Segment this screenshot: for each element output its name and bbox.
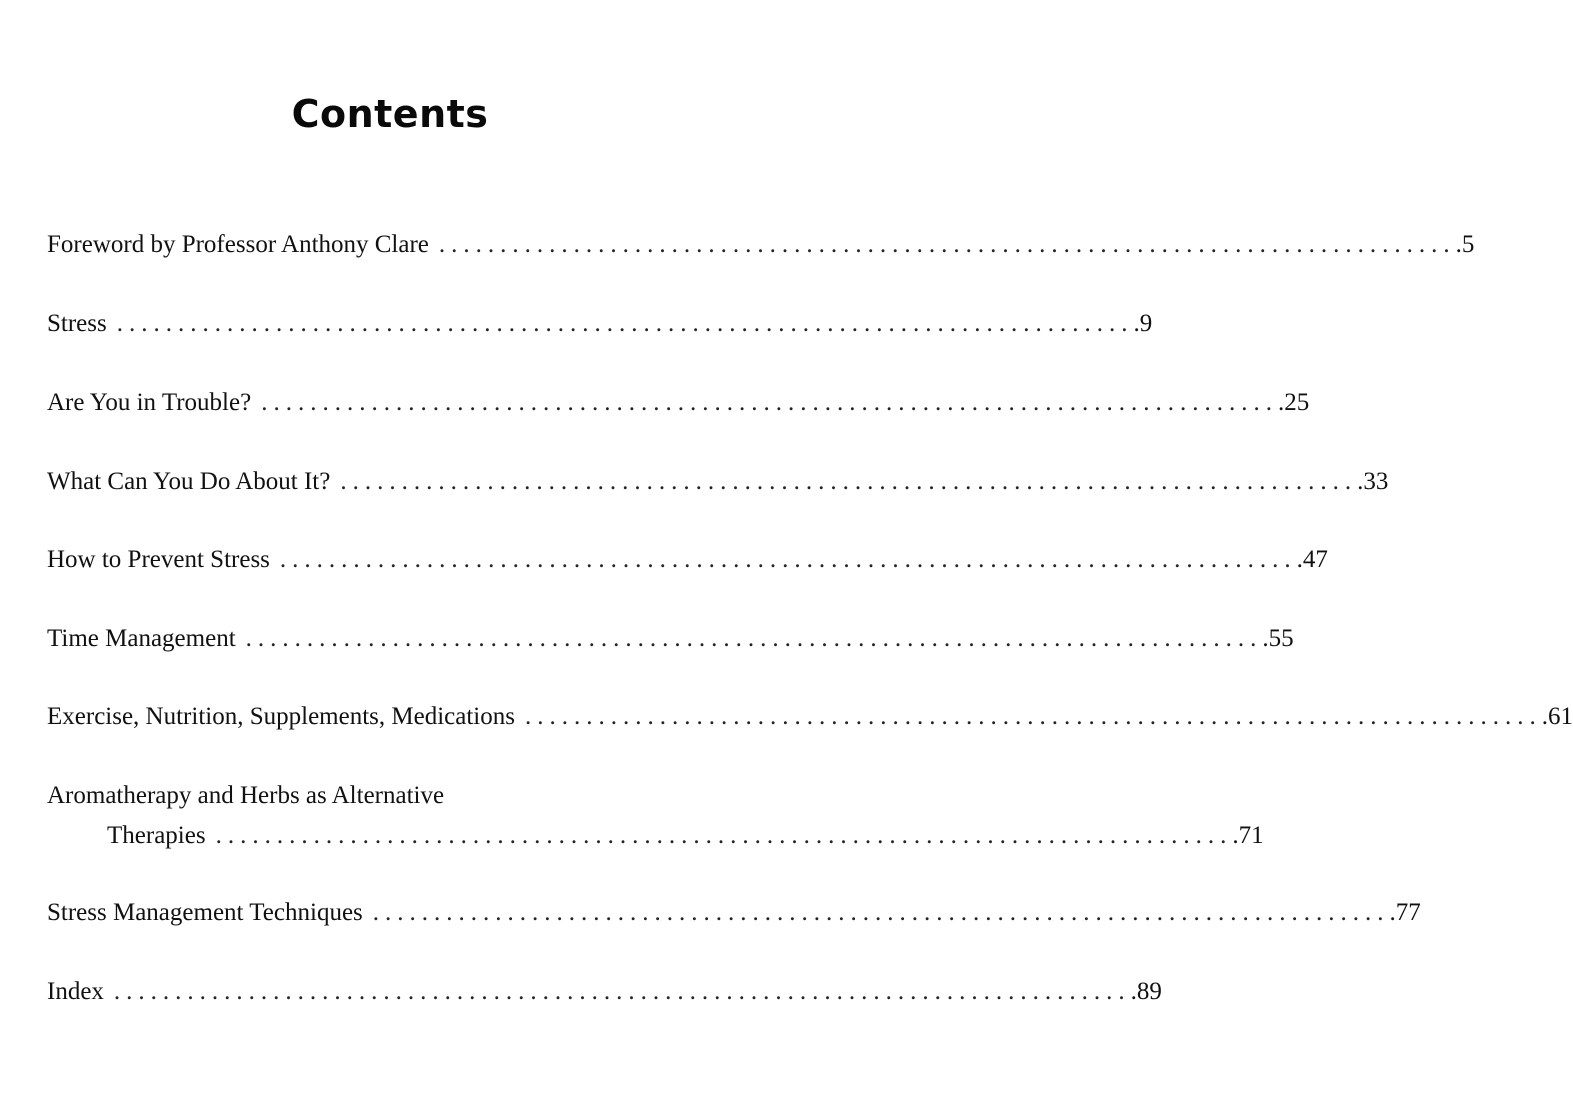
toc-entry-prevent-stress[interactable] — [47, 540, 1328, 580]
toc-entry-title: Exercise, Nutrition, Supplements, Medications — [47, 703, 515, 730]
dot-leader: ................................................................................... — [279, 546, 1297, 573]
toc-entry-time-management[interactable] — [47, 619, 1294, 659]
toc-entry-title: How to Prevent Stress — [47, 546, 270, 573]
toc-entry-page: .77 — [1389, 899, 1421, 926]
dot-leader: ................................................................................... — [340, 468, 1358, 495]
toc-entry-page: .89 — [1130, 978, 1162, 1005]
toc-entry-stress-management-techniques[interactable] — [47, 893, 1421, 933]
toc-entry-title-line1: Aromatherapy and Herbs as Alternative — [47, 782, 445, 809]
toc-entry-exercise-nutrition[interactable] — [47, 697, 1573, 737]
toc-entry-title: Foreword by Professor Anthony Clare — [47, 231, 429, 258]
toc-entry-page: .55 — [1262, 625, 1294, 652]
toc-entry-title: Stress — [47, 310, 107, 337]
toc-entry-are-you-in-trouble[interactable] — [47, 383, 1310, 423]
dot-leader: ................................................................................... — [438, 231, 1456, 258]
toc-entry-page: .47 — [1296, 546, 1328, 573]
dot-leader: ................................................................................... — [245, 625, 1263, 652]
toc-entry-title: Stress Management Techniques — [47, 899, 363, 926]
toc-entry-title-line2: Therapies — [107, 822, 206, 849]
toc-entry-aromatherapy[interactable] — [47, 776, 1264, 856]
toc-entry-title: What Can You Do About It? — [47, 468, 331, 495]
toc-entry-what-can-you-do[interactable] — [47, 462, 1389, 502]
dot-leader: ................................................................................... — [113, 978, 1131, 1005]
dot-leader: ................................................................................... — [524, 703, 1542, 730]
page-title: Contents — [291, 92, 489, 136]
toc-entry-page: .33 — [1357, 468, 1389, 495]
toc-entry-title: Time Management — [47, 625, 236, 652]
toc-entry-page: .5 — [1455, 231, 1475, 258]
toc-entry-title: Are You in Trouble? — [47, 389, 252, 416]
dot-leader: ................................................................................... — [215, 822, 1233, 849]
dot-leader: ................................................................................... — [116, 310, 1134, 337]
toc-entry-stress[interactable] — [47, 304, 1153, 344]
toc-entry-page: .25 — [1277, 389, 1310, 416]
toc-entry-page: .61 — [1541, 703, 1573, 730]
toc-entry-title: Index — [47, 978, 104, 1005]
toc-entry-index[interactable] — [47, 972, 1162, 1012]
dot-leader: ................................................................................... — [261, 389, 1278, 416]
toc-entry-page: .9 — [1133, 310, 1153, 337]
dot-leader: ................................................................................... — [372, 899, 1390, 926]
toc-entry-foreword[interactable] — [47, 225, 1475, 265]
toc-entry-page: .71 — [1232, 822, 1264, 849]
